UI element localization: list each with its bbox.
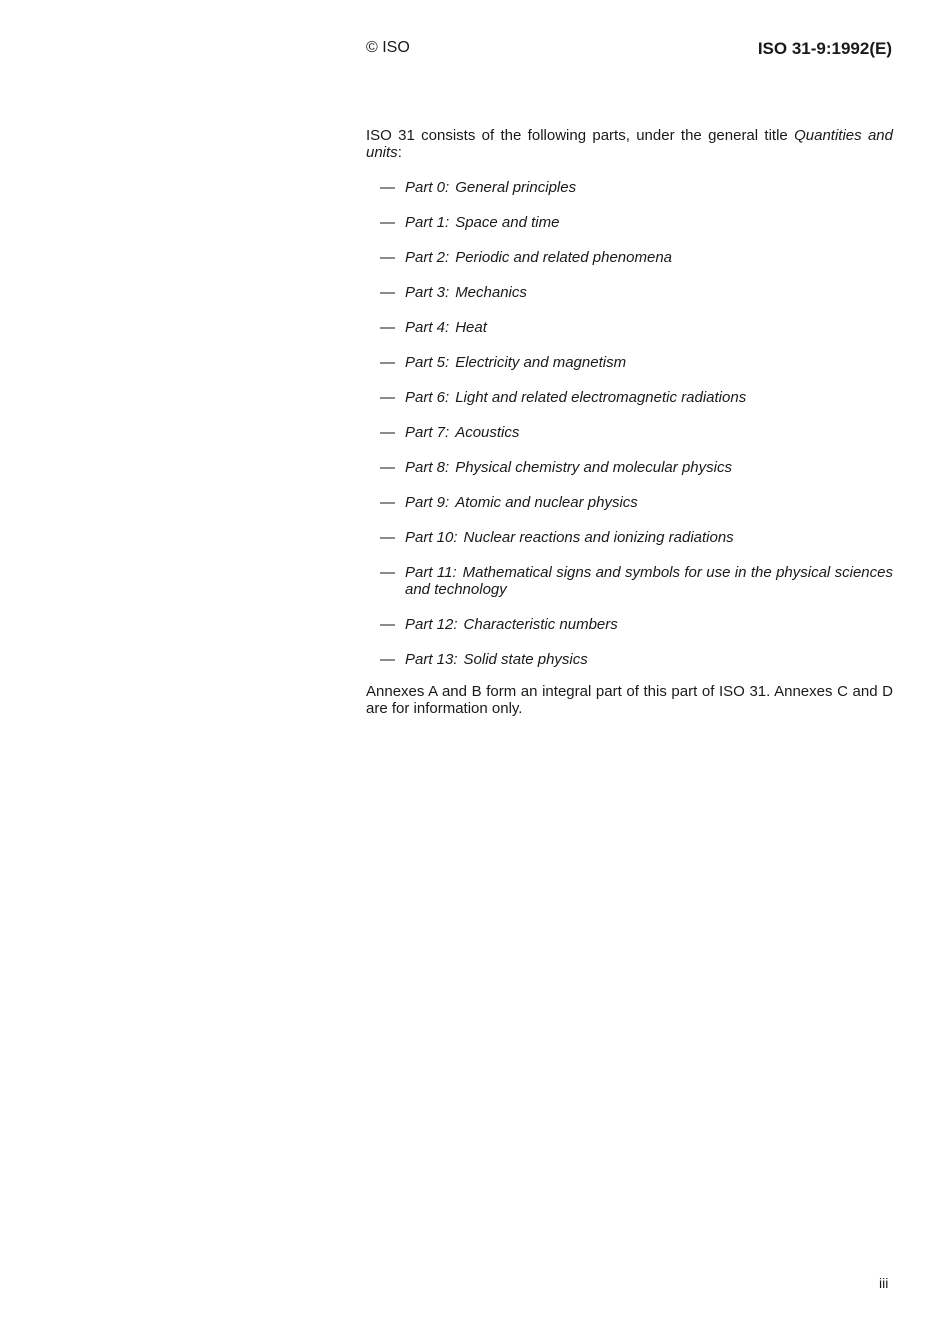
intro-title: Quantities and units bbox=[366, 127, 893, 161]
intro-suffix: : bbox=[397, 144, 402, 161]
part-title: Physical chemistry and molecular physics bbox=[455, 459, 732, 476]
list-item bbox=[366, 459, 893, 476]
list-item bbox=[366, 249, 893, 266]
intro-text: ISO 31 consists of the following parts, under the general title bbox=[366, 127, 795, 144]
list-item bbox=[366, 284, 893, 301]
list-item bbox=[366, 179, 893, 196]
list-item bbox=[366, 424, 893, 441]
page-number: iii bbox=[879, 1275, 889, 1291]
part-label: Part 0: bbox=[405, 179, 450, 196]
part-label: Part 3: bbox=[405, 284, 450, 301]
header-standard-number: ISO 31-9:1992(E) bbox=[757, 39, 892, 58]
part-label: Part 9: bbox=[405, 494, 450, 511]
part-title: Periodic and related phenomena bbox=[455, 249, 673, 266]
dash: — bbox=[380, 494, 395, 511]
part-label: Part 7: bbox=[405, 424, 450, 441]
list-item bbox=[366, 616, 893, 633]
dash: — bbox=[380, 249, 395, 266]
dash: — bbox=[380, 284, 395, 301]
part-title: General principles bbox=[455, 179, 577, 196]
intro-paragraph bbox=[366, 127, 893, 161]
part-title: Heat bbox=[455, 319, 487, 336]
part-title: Atomic and nuclear physics bbox=[455, 494, 638, 511]
annexes-paragraph: Annexes A and B form an integral part of this part of ISO 31. Annexes C and D are for information only. bbox=[366, 683, 893, 717]
part-title: Nuclear reactions and ionizing radiations bbox=[463, 529, 734, 546]
part-label: Part 4: bbox=[405, 319, 450, 336]
part-title: Space and time bbox=[455, 214, 560, 231]
list-item bbox=[366, 214, 893, 231]
dash: — bbox=[380, 354, 395, 371]
part-title: Light and related electromagnetic radiations bbox=[455, 389, 747, 406]
dash: — bbox=[380, 319, 395, 336]
dash: — bbox=[380, 214, 395, 231]
list-item bbox=[366, 529, 893, 546]
part-title: Mechanics bbox=[455, 284, 527, 301]
part-label: Part 10: bbox=[405, 529, 458, 546]
part-title: Mathematical signs and symbols for use in the physical sciences and technology bbox=[405, 564, 893, 598]
list-item bbox=[366, 354, 893, 371]
part-label: Part 5: bbox=[405, 354, 450, 371]
parts-list bbox=[366, 179, 893, 668]
part-title: Acoustics bbox=[455, 424, 520, 441]
dash: — bbox=[380, 529, 395, 546]
part-title: Electricity and magnetism bbox=[455, 354, 627, 371]
list-item bbox=[366, 494, 893, 511]
main-content bbox=[366, 127, 893, 717]
part-label: Part 1: bbox=[405, 214, 450, 231]
header-copyright: © ISO bbox=[366, 39, 410, 56]
part-label: Part 2: bbox=[405, 249, 450, 266]
dash: — bbox=[380, 179, 395, 196]
dash: — bbox=[380, 651, 395, 668]
dash: — bbox=[380, 424, 395, 441]
part-title: Characteristic numbers bbox=[463, 616, 618, 633]
part-title: Solid state physics bbox=[463, 651, 588, 668]
dash: — bbox=[380, 564, 395, 581]
list-item bbox=[366, 319, 893, 336]
part-label: Part 11: bbox=[405, 564, 457, 581]
part-label: Part 13: bbox=[405, 651, 458, 668]
dash: — bbox=[380, 459, 395, 476]
list-item bbox=[366, 389, 893, 406]
list-item bbox=[366, 651, 893, 668]
part-label: Part 8: bbox=[405, 459, 450, 476]
dash: — bbox=[380, 389, 395, 406]
dash: — bbox=[380, 616, 395, 633]
list-item bbox=[366, 564, 893, 598]
part-label: Part 12: bbox=[405, 616, 458, 633]
part-label: Part 6: bbox=[405, 389, 450, 406]
